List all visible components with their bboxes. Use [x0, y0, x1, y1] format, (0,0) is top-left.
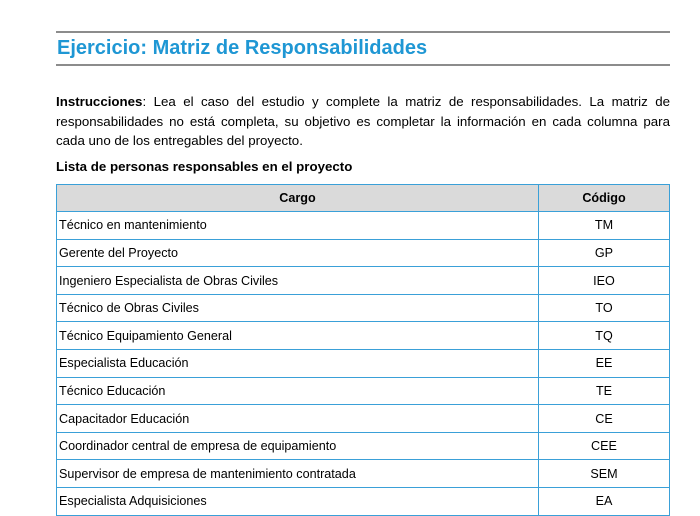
instructions-text: : Lea el caso del estudio y complete la matriz de responsabilidades. La matriz de responsabilidades no está completa, su objetivo es completar la información en cada columna para cada uno de los entregables del proyecto.: [56, 94, 670, 148]
table-row: [57, 377, 670, 405]
instructions-label: Instrucciones: [56, 94, 143, 109]
cell-cargo: Técnico en mantenimiento: [57, 212, 539, 240]
table-row: [57, 294, 670, 322]
cell-codigo: CEE: [539, 432, 670, 460]
cell-cargo: Especialista Educación: [57, 350, 539, 378]
cell-cargo: Supervisor de empresa de mantenimiento contratada: [57, 460, 539, 488]
cell-codigo: SEM: [539, 460, 670, 488]
cell-codigo: TM: [539, 212, 670, 240]
instructions-paragraph: [56, 92, 670, 151]
table-row: [57, 488, 670, 516]
table-row: [57, 267, 670, 295]
cell-cargo: Coordinador central de empresa de equipamiento: [57, 432, 539, 460]
document-page: [56, 0, 670, 516]
table-header-row: [57, 184, 670, 212]
cell-cargo: Ingeniero Especialista de Obras Civiles: [57, 267, 539, 295]
cell-cargo: Especialista Adquisiciones: [57, 488, 539, 516]
cell-cargo: Gerente del Proyecto: [57, 239, 539, 267]
page-title: Ejercicio: Matriz de Responsabilidades: [57, 36, 428, 59]
title-block: [56, 31, 670, 66]
cell-codigo: TO: [539, 294, 670, 322]
header-codigo: Código: [539, 184, 670, 212]
cell-codigo: IEO: [539, 267, 670, 295]
responsible-persons-table: [56, 184, 670, 516]
cell-codigo: TQ: [539, 322, 670, 350]
table-row: [57, 460, 670, 488]
table-row: [57, 212, 670, 240]
table-row: [57, 239, 670, 267]
cell-cargo: Capacitador Educación: [57, 405, 539, 433]
list-heading: Lista de personas responsables en el proyecto: [56, 158, 353, 174]
table-body: [57, 212, 670, 516]
cell-cargo: Técnico Equipamiento General: [57, 322, 539, 350]
table-row: [57, 322, 670, 350]
cell-codigo: CE: [539, 405, 670, 433]
cell-cargo: Técnico Educación: [57, 377, 539, 405]
table-row: [57, 405, 670, 433]
cell-cargo: Técnico de Obras Civiles: [57, 294, 539, 322]
table-row: [57, 350, 670, 378]
cell-codigo: EA: [539, 488, 670, 516]
cell-codigo: EE: [539, 350, 670, 378]
header-cargo: Cargo: [57, 184, 539, 212]
table-row: [57, 432, 670, 460]
cell-codigo: GP: [539, 239, 670, 267]
cell-codigo: TE: [539, 377, 670, 405]
